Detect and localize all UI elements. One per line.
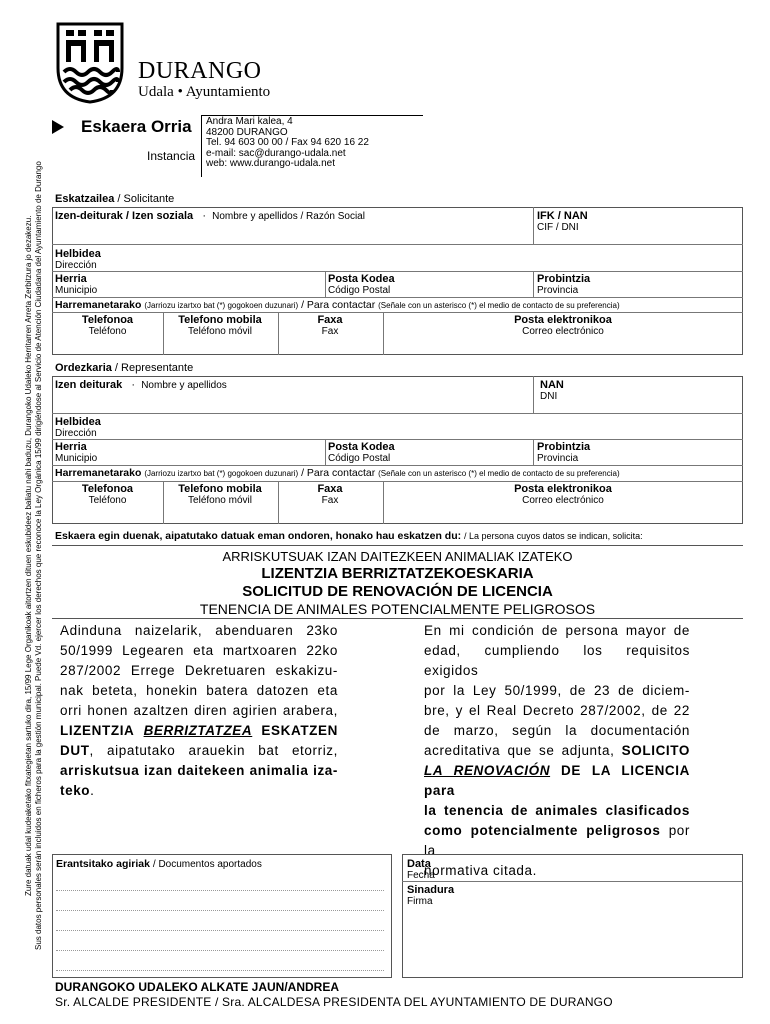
representative-town-label: Herria Municipio: [55, 441, 98, 464]
address-line: Tel. 94 603 00 00 / Fax 94 620 16 22: [206, 137, 369, 148]
applicant-province-label: Probintzia Provincia: [537, 273, 591, 296]
representative-section-title: Ordezkaria / Representante: [55, 362, 194, 374]
request-intro: Eskaera egin duenak, aipatutako datuak eman ondoren, honako hau eskatzen du: / La persona cuyos datos se indican, solicita:: [55, 530, 643, 542]
privacy-note-es: Sus datos personales serán incluidos en ficheros para la gestión municipal. Puede Vd. ejercer los derechos que reconoce la Ley Orgánica 15/99 dirigiéndose al Servicio de Atención Ciudadana del Ayuntamiento de Durango: [34, 161, 43, 950]
form-title-eu: Eskaera Orria: [81, 117, 192, 136]
representative-name-label: Izen deiturak · Nombre y apellidos: [55, 379, 227, 391]
address-line: e-mail: sac@durango-udala.net: [206, 147, 346, 159]
applicant-town-label: Herria Municipio: [55, 273, 98, 296]
privacy-note-eu: Zure datuak udal kudeaketako fitxategietan sartuko dira, 15/99 Lege Organikoak aitortzen dituen eskubideez baliatu nahi baduzu, Durangoko Udaleko Herritarren Arreta Zerbitzura jo dezakezu.: [24, 215, 33, 896]
applicant-fax-label: Faxa Fax: [317, 314, 343, 337]
documents-label: Erantsitako agiriak / Documentos aportados: [56, 858, 262, 870]
representative-contact-label: Harremanetarako (Jarriozu izartxo bat (*) gogokoen duzunari) / Para contactar (Señale con un asterisco (*) el medio de contacto de su preferencia): [55, 467, 620, 479]
request-text-es: En mi condición de persona mayor de edad, cumpliendo los requisitos exigidos por la Ley 50/1999, de 23 de diciem- bre, y el Real Decreto 287/2002, de 22 de marzo, según la documentación acreditativa que se adjunta, SOLICITO LA RENOVACIÓN DE LA LICENCIA para la tenencia de animales clasificados como potencialmente peligrosos por la normativa citada.: [424, 623, 690, 878]
logo-subtitle: Udala • Ayuntamiento: [138, 84, 271, 100]
representative-phone-label: Telefonoa Teléfono: [81, 483, 134, 506]
applicant-email-label: Posta elektronikoa Correo electrónico: [514, 314, 612, 337]
applicant-phone-label: Telefonoa Teléfono: [81, 314, 134, 337]
applicant-section-title: Eskatzailea / Solicitante: [55, 193, 175, 205]
representative-fax-label: Faxa Fax: [317, 483, 343, 506]
documents-box[interactable]: [52, 854, 392, 978]
request-title-es-line2: TENENCIA DE ANIMALES POTENCIALMENTE PELIGROSOS: [199, 601, 596, 617]
arrow-right-icon: [52, 120, 64, 134]
applicant-address-label: Helbidea Dirección: [55, 248, 101, 271]
footer-addressee-es: Sr. ALCALDE PRESIDENTE / Sra. ALCALDESA PRESIDENTA DEL AYUNTAMIENTO DE DURANGO: [55, 995, 613, 1009]
address-block: [206, 117, 369, 170]
representative-postal-label: Posta Kodea Código Postal: [328, 441, 395, 464]
address-line: web: www.durango-udala.net: [206, 158, 335, 169]
footer-addressee-eu: DURANGOKO UDALEKO ALKATE JAUN/ANDREA: [55, 980, 339, 994]
applicant-id-label: IFK / NAN CIF / DNI: [537, 210, 588, 233]
request-title-eu-line1: ARRISKUTSUAK IZAN DAITEZKEEN ANIMALIAK IZATEKO: [222, 549, 573, 564]
request-title-es-line1: SOLICITUD DE RENOVACIÓN DE LICENCIA: [242, 583, 553, 600]
form-title-es: Instancia: [147, 149, 196, 163]
representative-province-label: Probintzia Provincia: [537, 441, 591, 464]
address-line: 48200 DURANGO: [206, 126, 288, 138]
representative-id-label: NAN DNI: [540, 379, 564, 402]
applicant-postal-label: Posta Kodea Código Postal: [328, 273, 395, 296]
logo-name: DURANGO: [138, 58, 262, 84]
request-text-eu: Adinduna naizelarik, abenduaren 23ko 50/1999 Legearen eta martxoaren 22ko 287/2002 Erregе Dekretuaren eskakizu- nak beteta, honekin batera datozen eta orri honen azaltzen diren agirien arabera, LIZENTZIA BERRIZTATZEA ESKATZEN DUT, aipatutako arauekin bat etorriz, arriskutsua izan daitekeen animalia iza- teko.: [60, 623, 338, 798]
signature-label: Sinadura Firma: [407, 884, 455, 907]
date-signature-box: [402, 854, 743, 978]
applicant-contact-label: Harremanetarako (Jarriozu izartxo bat (*) gogokoen duzunari) / Para contactar (Señale con un asterisco (*) el medio de contacto de su preferencia): [55, 299, 620, 311]
date-label: Data Fecha: [407, 858, 435, 881]
applicant-mobile-label: Telefono mobila Teléfono móvil: [178, 314, 262, 337]
applicant-name-label: Izen-deiturak / Izen soziala · Nombre y apellidos / Razón Social: [55, 210, 365, 222]
representative-mobile-label: Telefono mobila Teléfono móvil: [178, 483, 262, 506]
representative-address-label: Helbidea Dirección: [55, 416, 101, 439]
address-line: Andra Mari kalea, 4: [206, 116, 293, 127]
durango-coat-of-arms-logo: [54, 20, 126, 104]
representative-email-label: Posta elektronikoa Correo electrónico: [514, 483, 612, 506]
request-title-eu-line2: LIZENTZIA BERRIZTATZEKOESKARIA: [261, 565, 534, 582]
